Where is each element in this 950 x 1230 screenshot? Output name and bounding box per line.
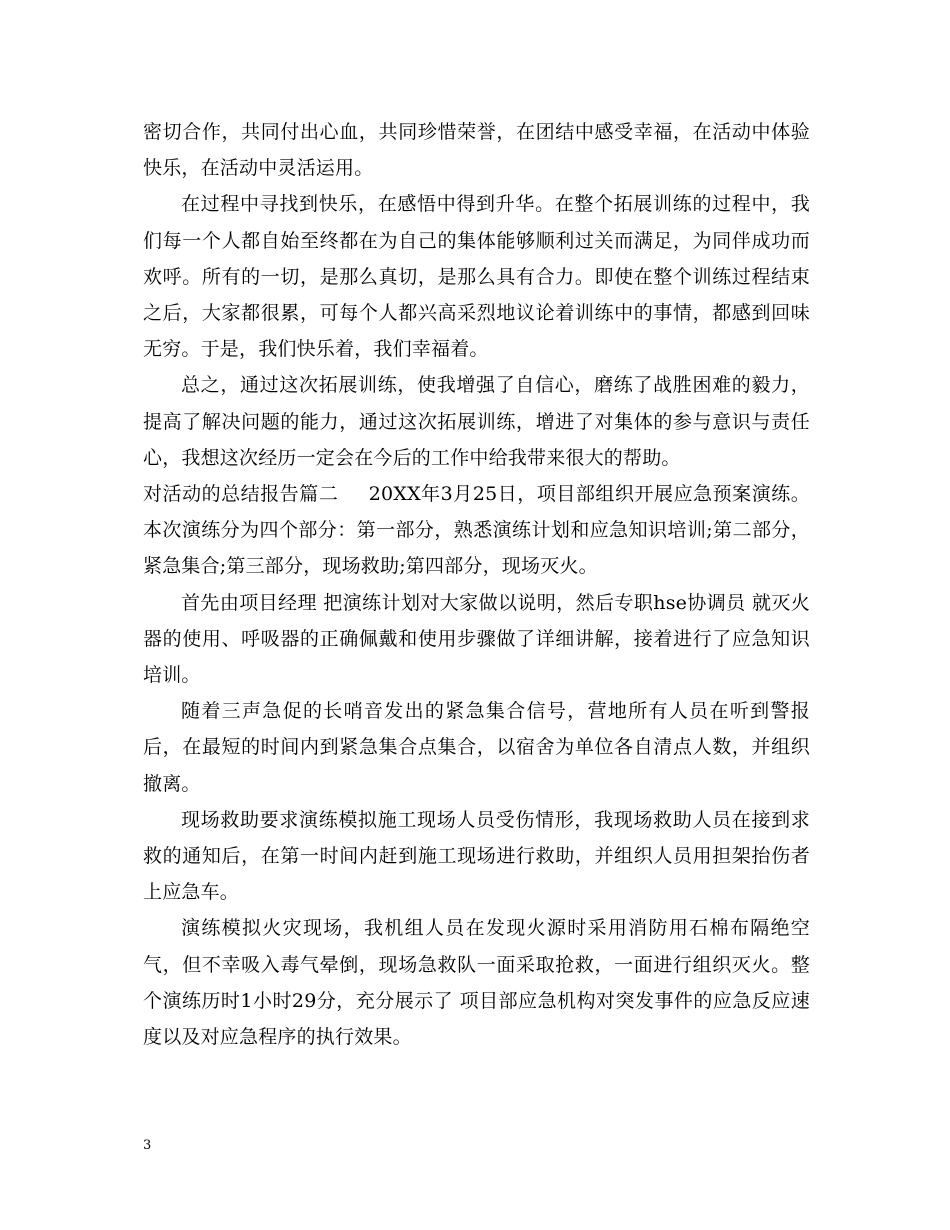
- section-heading: 对活动的总结报告篇二: [143, 483, 339, 506]
- paragraph-continued: 密切合作，共同付出心血，共同珍惜荣誉，在团结中感受幸福，在活动中体验快乐，在活动中灵活运用。: [143, 121, 810, 180]
- section-first-paragraph: [143, 476, 810, 585]
- paragraph: 现场救助要求演练模拟施工现场人员受伤情形，我现场救助人员在接到求救的通知后，在第一时间内赶到施工现场进行救助，并组织人员用担架抬伤者上应急车。: [143, 808, 810, 904]
- paragraph: 总之，通过这次拓展训练，使我增强了自信心，磨练了战胜困难的毅力，提高了解决问题的能力，通过这次拓展训练，增进了对集体的参与意识与责任心，我想这次经历一定会在今后的工作中给我带来很大的帮助。: [143, 374, 810, 469]
- document-body: [143, 114, 810, 1055]
- paragraph: 随着三声急促的长哨音发出的紧急集合信号，营地所有人员在听到警报后，在最短的时间内到紧急集合点集合，以宿舍为单位各自清点人数，并组织撤离。: [143, 700, 810, 795]
- paragraph: 首先由项目经理 把演练计划对大家做以说明，然后专职hse协调员 就灭火器的使用、呼吸器的正确佩戴和使用步骤做了详细讲解，接着进行了应急知识培训。: [143, 591, 810, 687]
- paragraph: 演练模拟火灾现场，我机组人员在发现火源时采用消防用石棉布隔绝空气，但不幸吸入毒气晕倒，现场急救队一面采取抢救，一面进行组织灭火。整个演练历时1小时29分，充分展示了 项目部应急机构对突发事件的应急反应速度以及对应急程序的执行效果。: [143, 917, 810, 1049]
- section-first-paragraph-text: 20XX年3月25日，项目部组织开展应急预案演练。本次演练分为四个部分：第一部分，熟悉演练计划和应急知识培训;第二部分，紧急集合;第三部分，现场救助;第四部分，现场灭火。: [143, 483, 810, 578]
- paragraph: 在过程中寻找到快乐，在感悟中得到升华。在整个拓展训练的过程中，我们每一个人都自始至终都在为自己的集体能够顺利过关而满足，为同伴成功而欢呼。所有的一切，是那么真切，是那么具有合力。即使在整个训练过程结束之后，大家都很累，可每个人都兴高采烈地议论着训练中的事情，都感到回味无穷。于是，我们快乐着，我们幸福着。: [143, 193, 810, 361]
- page-number: 3: [143, 1138, 152, 1153]
